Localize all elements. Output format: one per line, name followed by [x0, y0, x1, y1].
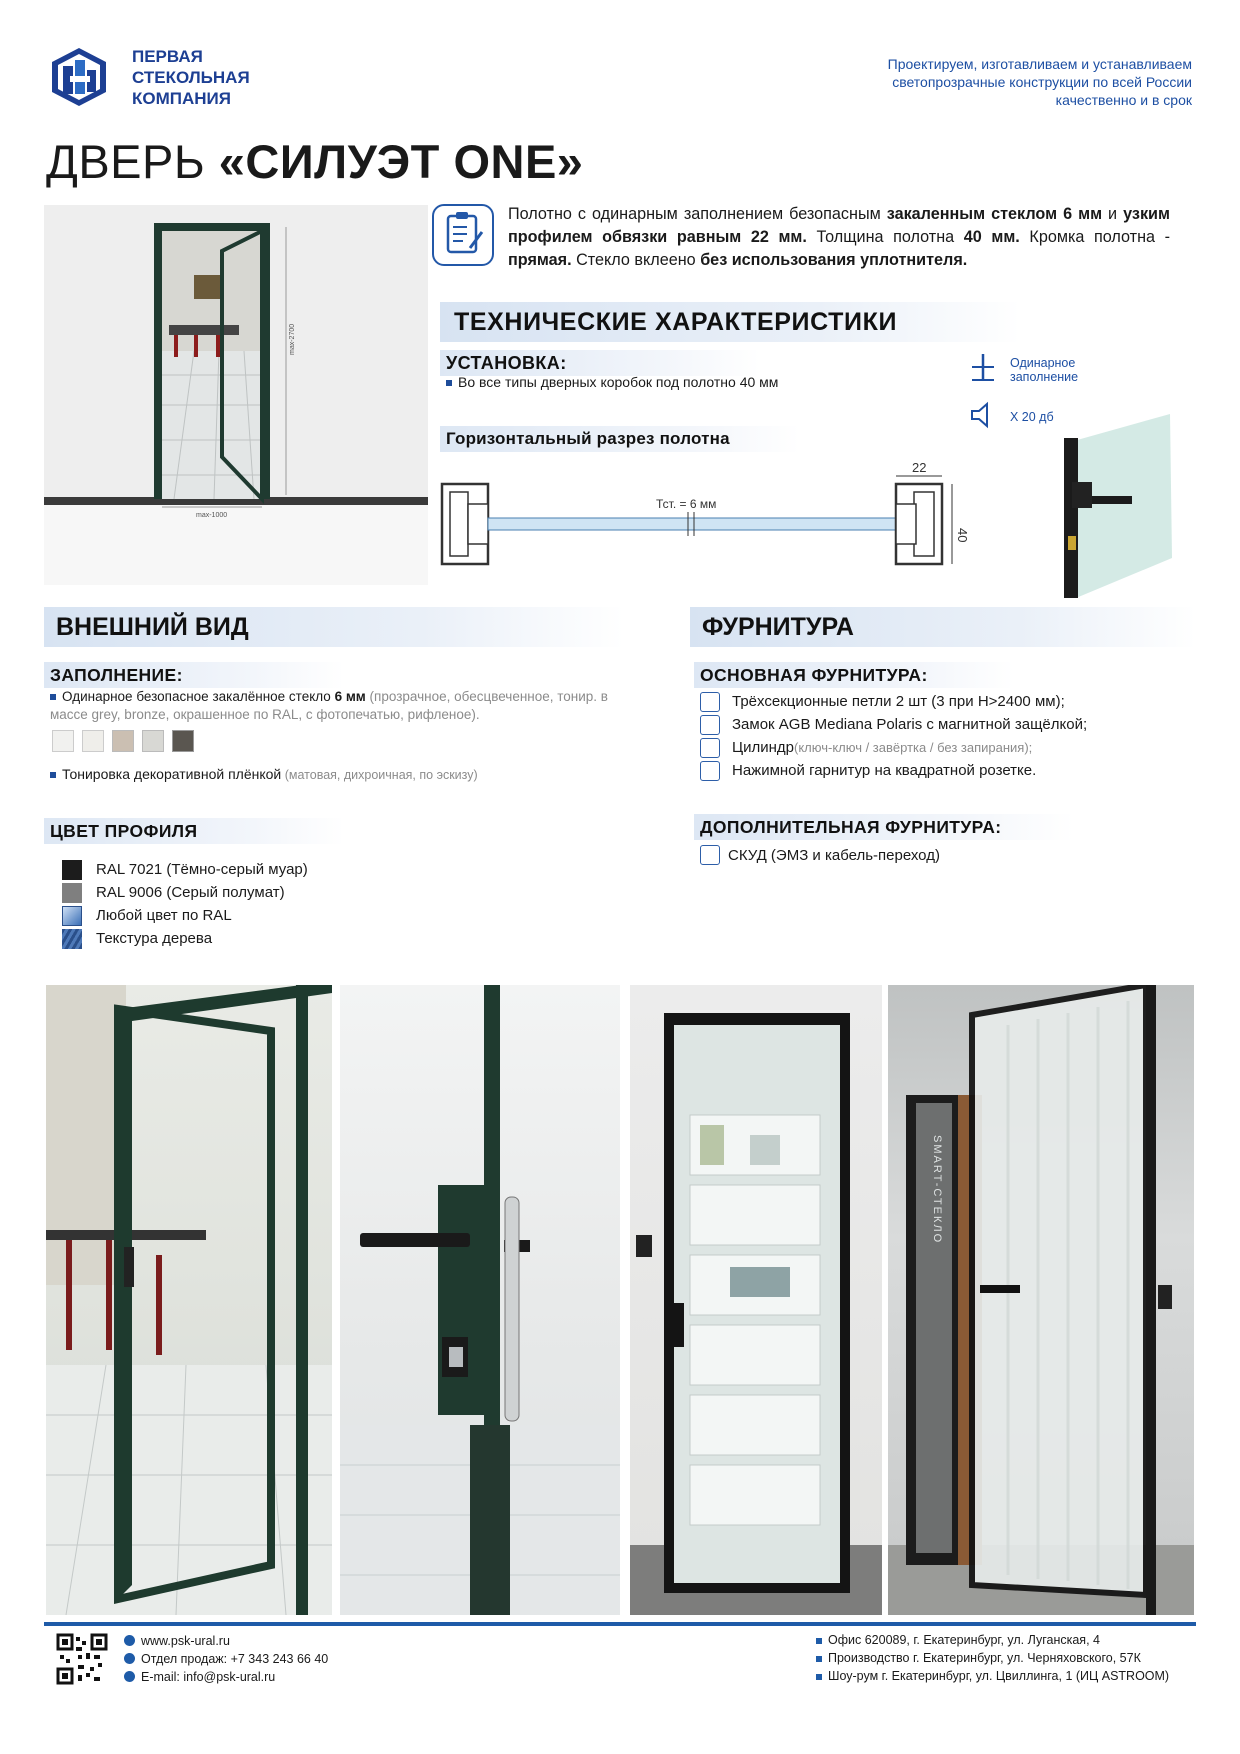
intro-bold: прямая. — [508, 251, 572, 269]
company-logo — [48, 46, 110, 108]
phone-icon — [124, 1653, 135, 1664]
bullet-icon — [816, 1638, 822, 1644]
sample-grey-icon — [142, 730, 164, 752]
dim-height-label: max-2700 — [289, 323, 296, 355]
hardware-item-text: Замок AGB Mediana Polaris с магнитной защёлкой; — [732, 716, 1088, 733]
filling-description — [50, 688, 624, 724]
footer-address-text: Производство г. Екатеринбург, ул. Черняховского, 57К — [828, 1651, 1141, 1665]
dim-40-label: 40 — [955, 528, 970, 543]
bullet-icon — [816, 1656, 822, 1662]
bullet-icon — [446, 380, 452, 386]
footer-divider — [44, 1622, 1196, 1626]
slogan-line: Проектируем, изготавливаем и устанавливаем — [887, 56, 1192, 72]
footer-address — [816, 1649, 1169, 1667]
door-photo-2 — [340, 985, 620, 1615]
install-heading: УСТАНОВКА: — [440, 350, 760, 376]
filling-muted: (прозрачное, обесцвеченное, тонир. в массе grey, bronze, окрашенное по RAL, с фотопечатью, рифленое). — [50, 689, 608, 722]
photo-open-door — [46, 985, 332, 1615]
fill-label — [1010, 356, 1078, 384]
intro-part: и — [1102, 205, 1124, 223]
lock-icon — [700, 715, 720, 735]
color-label: Текстура дерева — [96, 930, 213, 947]
glass-samples — [52, 730, 194, 752]
sound-insulation-icon — [968, 400, 998, 430]
door-photo-3 — [630, 985, 882, 1615]
hardware-item-muted: (ключ-ключ / завёртка / без запирания); — [794, 740, 1033, 755]
profile-section-diagram — [438, 456, 978, 576]
install-item-text: Во все типы дверных коробок под полотно 40 мм — [458, 374, 779, 390]
color-label: RAL 7021 (Тёмно-серый муар) — [96, 861, 308, 878]
tech-heading: ТЕХНИЧЕСКИЕ ХАРАКТЕРИСТИКИ — [440, 302, 1020, 342]
color-swatch — [62, 883, 82, 903]
hardware-item — [700, 736, 1087, 759]
logo-line: ПЕРВАЯ — [132, 47, 203, 66]
sample-clear-icon — [52, 730, 74, 752]
color-swatch — [62, 860, 82, 880]
main-hardware-heading: ОСНОВНАЯ ФУРНИТУРА: — [694, 662, 1014, 688]
color-swatch — [62, 929, 82, 949]
cylinder-icon — [700, 738, 720, 758]
slogan-line: светопрозрачные конструкции по всей России — [892, 74, 1192, 90]
color-label: RAL 9006 (Серый полумат) — [96, 884, 285, 901]
slogan-line: качественно и в срок — [1055, 92, 1192, 108]
intro-part: Кромка полотна - — [1019, 228, 1171, 246]
logo-line: СТЕКОЛЬНАЯ — [132, 68, 250, 87]
title-product: «СИЛУЭТ ONE» — [218, 135, 584, 188]
hardware-render — [1050, 412, 1180, 598]
footer-email-text[interactable]: E-mail: info@psk-ural.ru — [141, 1670, 276, 1684]
main-hardware-list — [700, 690, 1087, 782]
intro-bold: 40 мм. — [963, 228, 1020, 246]
color-swatch — [62, 906, 82, 926]
toning-muted: (матовая, дихроичная, по эскизу) — [281, 768, 478, 782]
section-heading: Горизонтальный разрез полотна — [440, 426, 800, 452]
footer-phone[interactable] — [124, 1650, 328, 1668]
fill-label-line: Одинарное — [1010, 356, 1076, 370]
page-title — [46, 134, 583, 189]
single-glazing-icon — [968, 352, 998, 382]
hardware-item-text: Нажимной гарнитур на квадратной розетке. — [732, 762, 1037, 779]
dim-width-label: max-1000 — [196, 512, 228, 519]
bullet-icon — [816, 1674, 822, 1680]
install-item — [446, 373, 886, 391]
photo-frosted-door — [630, 985, 882, 1615]
footer-contacts — [124, 1632, 328, 1686]
clipboard-icon — [432, 204, 494, 266]
dim-22-label: 22 — [912, 460, 927, 475]
color-list — [62, 858, 308, 950]
toning-main: Тонировка декоративной плёнкой — [62, 766, 282, 782]
sample-lowiron-icon — [82, 730, 104, 752]
filling-heading: ЗАПОЛНЕНИЕ: — [44, 662, 344, 688]
hardware-heading: ФУРНИТУРА — [690, 607, 1196, 647]
color-item — [62, 904, 308, 927]
filling-bold: 6 мм — [334, 689, 366, 704]
extra-hardware-heading: ДОПОЛНИТЕЛЬНАЯ ФУРНИТУРА: — [694, 814, 1074, 840]
qr-code-icon — [56, 1633, 108, 1685]
color-label: Любой цвет по RAL — [96, 907, 232, 924]
intro-description — [508, 203, 1170, 272]
hardware-item — [700, 713, 1087, 736]
fill-label-line: заполнение — [1010, 370, 1079, 384]
photo-fluted-door — [888, 985, 1194, 1615]
hardware-item-text: Цилиндр — [732, 739, 794, 756]
footer-site[interactable] — [124, 1632, 328, 1650]
slogan — [772, 55, 1192, 109]
door-photo-1 — [46, 985, 332, 1615]
access-control-icon — [700, 845, 720, 865]
sample-print-icon — [172, 730, 194, 752]
smart-glass-sign: SMART-СТЕКЛО — [931, 1135, 943, 1245]
toning-item — [50, 766, 478, 782]
globe-icon — [124, 1635, 135, 1646]
intro-bold: узким профилем обвязки равным 22 мм. — [508, 205, 1170, 246]
door-photo-4 — [888, 985, 1194, 1615]
intro-bold: закаленным стеклом 6 мм — [886, 205, 1103, 223]
mail-icon — [124, 1671, 135, 1682]
hardware-item-text: Трёхсекционные петли 2 шт (3 при H>2400 мм); — [732, 693, 1065, 710]
footer-address — [816, 1631, 1169, 1649]
appearance-heading: ВНЕШНИЙ ВИД — [44, 607, 624, 647]
sample-bronze-icon — [112, 730, 134, 752]
hardware-item — [700, 759, 1087, 782]
company-name — [132, 46, 250, 109]
footer-address-text: Шоу-рум г. Екатеринбург, ул. Цвиллинга, 1 (ИЦ ASTROOM) — [828, 1669, 1170, 1683]
title-prefix: ДВЕРЬ — [46, 135, 219, 188]
hardware-item — [700, 690, 1087, 713]
color-heading: ЦВЕТ ПРОФИЛЯ — [44, 818, 344, 844]
extra-hardware-list — [700, 844, 940, 866]
bullet-icon — [50, 694, 56, 700]
intro-part: Стекло вклеено — [571, 251, 701, 269]
footer-address — [816, 1667, 1169, 1685]
color-item — [62, 927, 308, 950]
intro-bold: без использования уплотнителя. — [700, 251, 968, 269]
glass-thickness-label: Тст. = 6 мм — [656, 497, 717, 511]
hero-door-photo — [44, 205, 428, 585]
intro-part: Толщина полотна — [806, 228, 964, 246]
color-item — [62, 881, 308, 904]
handle-icon — [700, 761, 720, 781]
intro-part: Полотно с одинарным заполнением безопасным — [508, 205, 887, 223]
footer-email[interactable] — [124, 1668, 328, 1686]
color-item — [62, 858, 308, 881]
photo-handle-closeup — [340, 985, 620, 1615]
hardware-item-text: СКУД (ЭМЗ и кабель-переход) — [728, 846, 940, 864]
hinge-icon — [700, 692, 720, 712]
footer-addresses — [816, 1631, 1169, 1685]
logo-line: КОМПАНИЯ — [132, 89, 231, 108]
hardware-item — [700, 844, 940, 866]
footer-phone-text[interactable]: Отдел продаж: +7 343 243 66 40 — [141, 1652, 329, 1666]
footer-site-text[interactable]: www.psk-ural.ru — [141, 1634, 230, 1648]
bullet-icon — [50, 772, 56, 778]
door-opening-illustration — [44, 205, 428, 585]
sound-label: X 20 дб — [1010, 410, 1054, 424]
footer-address-text: Офис 620089, г. Екатеринбург, ул. Луганская, 4 — [828, 1633, 1100, 1647]
filling-main: Одинарное безопасное закалённое стекло — [62, 689, 335, 704]
